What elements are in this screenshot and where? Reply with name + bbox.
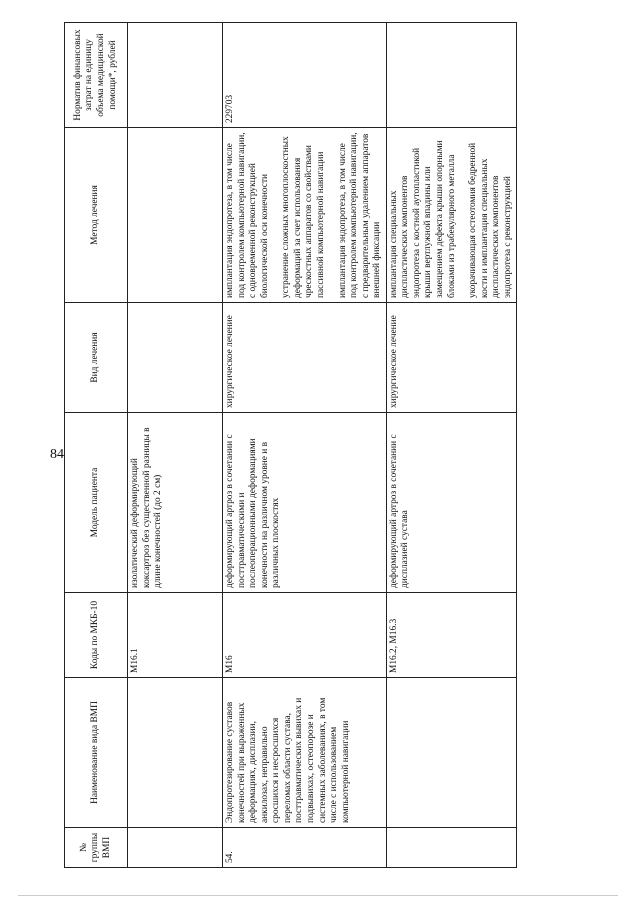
cell-method (386, 128, 517, 303)
cell-model: деформирующий артроз в сочетании с дисплазией сустава (386, 413, 517, 593)
cell-method (223, 128, 387, 303)
cell-norm (128, 23, 223, 128)
cell-model: деформирующий артроз в сочетании с посттравматическими и послеоперационными деформациями конечности на различном уровне и в различных плоскостях (223, 413, 387, 593)
table-row (386, 23, 517, 868)
cell-treatment-type: хирургическое лечение (223, 303, 387, 413)
cell-name (128, 678, 223, 828)
rotated-table-sheet (64, 23, 584, 868)
method-option: укорачивающая остеотомия бедренной кости и имплантация специальных диспластических компонентов эндопротеза с реконструкцией (468, 142, 513, 298)
method-option: устранение сложных многоплоскостных деформаций за счет использования чрескостных аппаратов со свойствами пассивной компьютерной навигации (281, 136, 326, 298)
cell-name: Эндопротезирование суставов конечностей при выраженных деформациях, дисплазии, анкилозах, неправильно сросшихся и несросшихся переломах области сустава, посттравматических вывихах и подвывихах, остеопорозе и системных заболеваниях, в том числе с использованием компьютерной навигации (223, 678, 387, 828)
table-header-row (65, 23, 128, 868)
page-number: 84 (50, 447, 64, 462)
cell-codes: М16.2, М16.3 (386, 593, 517, 678)
method-option: имплантация эндопротеза, в том числе под контролем компьютерной навигации, с одновременной реконструкцией биологической оси конечности (225, 132, 270, 298)
cell-codes: М16.1 (128, 593, 223, 678)
cell-group: 54. (223, 828, 387, 868)
cell-norm (386, 23, 517, 128)
cell-model: изолатический деформирующий коксартроз без существенной разницы в длине конечностей (до 2 см) (128, 413, 223, 593)
header-norm: Норматив финансовых затрат на единицу объема медицинской помощи*, рублей (65, 23, 128, 128)
bottom-rule (18, 895, 618, 896)
method-option: имплантация специальных диспластических компонентов эндопротеза с костной аутопластикой крыши вертлужной впадины или замещением дефекта крыши опорными блоками из трабекулярного металла (388, 140, 457, 298)
header-group: № группы ВМП (65, 828, 128, 868)
cell-norm: 229703 (223, 23, 387, 128)
method-option: имплантация эндопротеза, в том числе под контролем компьютерной навигации, с предварительным удалением аппаратов внешней фиксации (337, 132, 383, 298)
header-model: Модель пациента (65, 413, 128, 593)
cell-method (128, 128, 223, 303)
table-row (128, 23, 223, 868)
cell-treatment-type: хирургическое лечение (386, 303, 517, 413)
cell-name (386, 678, 517, 828)
table-row (223, 23, 387, 868)
header-method: Метод лечения (65, 128, 128, 303)
treatment-table (64, 22, 517, 868)
header-treatment-type: Вид лечения (65, 303, 128, 413)
header-codes: Коды по МКБ-10 (65, 593, 128, 678)
cell-group (386, 828, 517, 868)
header-name: Наименование вида ВМП (65, 678, 128, 828)
cell-treatment-type (128, 303, 223, 413)
cell-codes: М16 (223, 593, 387, 678)
cell-group (128, 828, 223, 868)
